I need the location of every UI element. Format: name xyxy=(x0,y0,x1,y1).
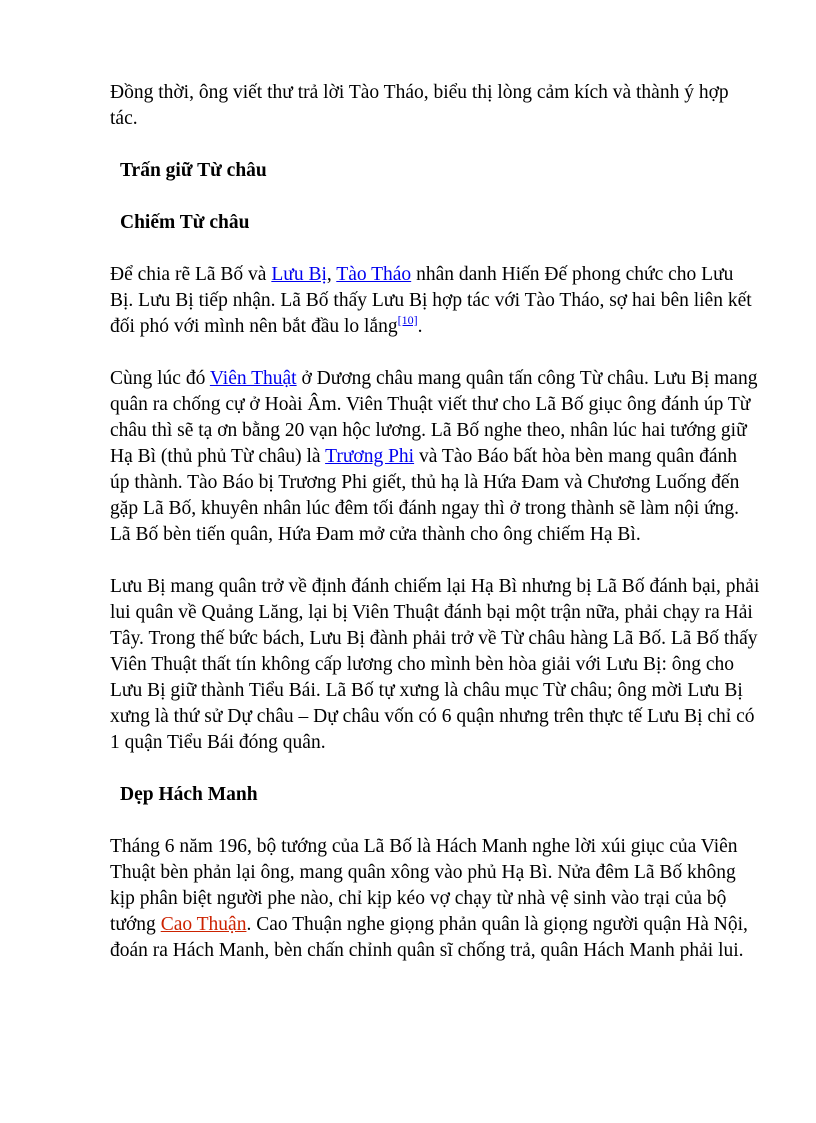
link-tao-thao[interactable]: Tào Tháo xyxy=(336,264,412,285)
text-span: . xyxy=(417,316,423,337)
text-span: ở Dương châu mang quân tấn công Từ châu. Lưu Bị mang quân ra chống cự ở Hoài Âm. Viên Thuật viết thư cho Lã Bố giục ông đánh úp Từ châu thì sẽ tạ ơn bằng 20 vạn hộc lương. Lã Bố nghe theo, nhân lúc hai tướng giữ Hạ Bì (thủ phủ Từ châu) là xyxy=(110,368,758,467)
text-span: . Cao Thuận nghe giọng phản quân là giọng người quận Hà Nội, đoán ra Hách Manh, bèn chấn chỉnh quân sĩ chống trả, quân Hách Manh phải lui. xyxy=(110,914,748,961)
document-page xyxy=(110,80,760,990)
paragraph-hach-manh xyxy=(110,834,760,964)
link-truong-phi[interactable]: Trương Phi xyxy=(325,446,415,467)
text-span: Để chia rẽ Lã Bố và xyxy=(110,264,272,285)
text-span: Cùng lúc đó xyxy=(110,368,210,389)
text-span: nhân danh Hiến Đế phong chức cho Lưu Bị. Lưu Bị tiếp nhận. Lã Bố thấy Lưu Bị hợp tác với Tào Tháo, sợ hai bên liên kết đối phó với mình nên bắt đầu lo lắng xyxy=(110,264,752,337)
heading-dep-hach-manh: Dẹp Hách Manh xyxy=(120,784,258,805)
paragraph-vien-thuat xyxy=(110,366,760,548)
text-span: Tháng 6 năm 196, bộ tướng của Lã Bố là Hách Manh nghe lời xúi giục của Viên Thuật bèn phản lại ông, mang quân xông vào phủ Hạ Bì. Nửa đêm Lã Bố không kịp phân biệt người phe nào, chỉ kịp kéo vợ chạy từ nhà vệ sinh vào trại của bộ tướng xyxy=(110,836,738,935)
paragraph-intro: Đồng thời, ông viết thư trả lời Tào Tháo, biểu thị lòng cảm kích và thành ý hợp tác. xyxy=(110,82,729,129)
text-span: , xyxy=(326,264,337,285)
link-cao-thuan[interactable]: Cao Thuận xyxy=(160,914,247,935)
reference-link-10[interactable]: [10] xyxy=(397,313,418,327)
heading-chiem-tu-chau: Chiếm Từ châu xyxy=(120,212,250,233)
paragraph-chia-re xyxy=(110,262,760,340)
paragraph-luu-bi-return: Lưu Bị mang quân trở về định đánh chiếm lại Hạ Bì nhưng bị Lã Bố đánh bại, phải lui quân về Quảng Lăng, lại bị Viên Thuật đánh bại một trận nữa, phải chạy ra Hải Tây. Trong thế bức bách, Lưu Bị đành phải trở về Từ châu hàng Lã Bố. Lã Bố thấy Viên Thuật thất tín không cấp lương cho mình bèn hòa giải với Lưu Bị: ông cho Lưu Bị giữ thành Tiểu Bái. Lã Bố tự xưng là châu mục Từ châu; ông mời Lưu Bị xưng là thứ sử Dự châu – Dự châu vốn có 6 quận nhưng trên thực tế Lưu Bị chỉ có 1 quận Tiểu Bái đóng quân. xyxy=(110,576,760,753)
link-luu-bi[interactable]: Lưu Bị xyxy=(271,264,327,285)
heading-tran-giu-tu-chau: Trấn giữ Từ châu xyxy=(120,160,267,181)
text-span: và Tào Báo bất hòa bèn mang quân đánh úp thành. Tào Báo bị Trương Phi giết, thủ hạ là Hứa Đam và Chương Luống đến gặp Lã Bố, khuyên nhân lúc đêm tối đánh ngay thì ở trong thành sẽ làm nội ứng. Lã Bố bèn tiến quân, Hứa Đam mở cửa thành cho ông chiếm Hạ Bì. xyxy=(110,446,740,545)
link-vien-thuat[interactable]: Viên Thuật xyxy=(209,368,297,389)
